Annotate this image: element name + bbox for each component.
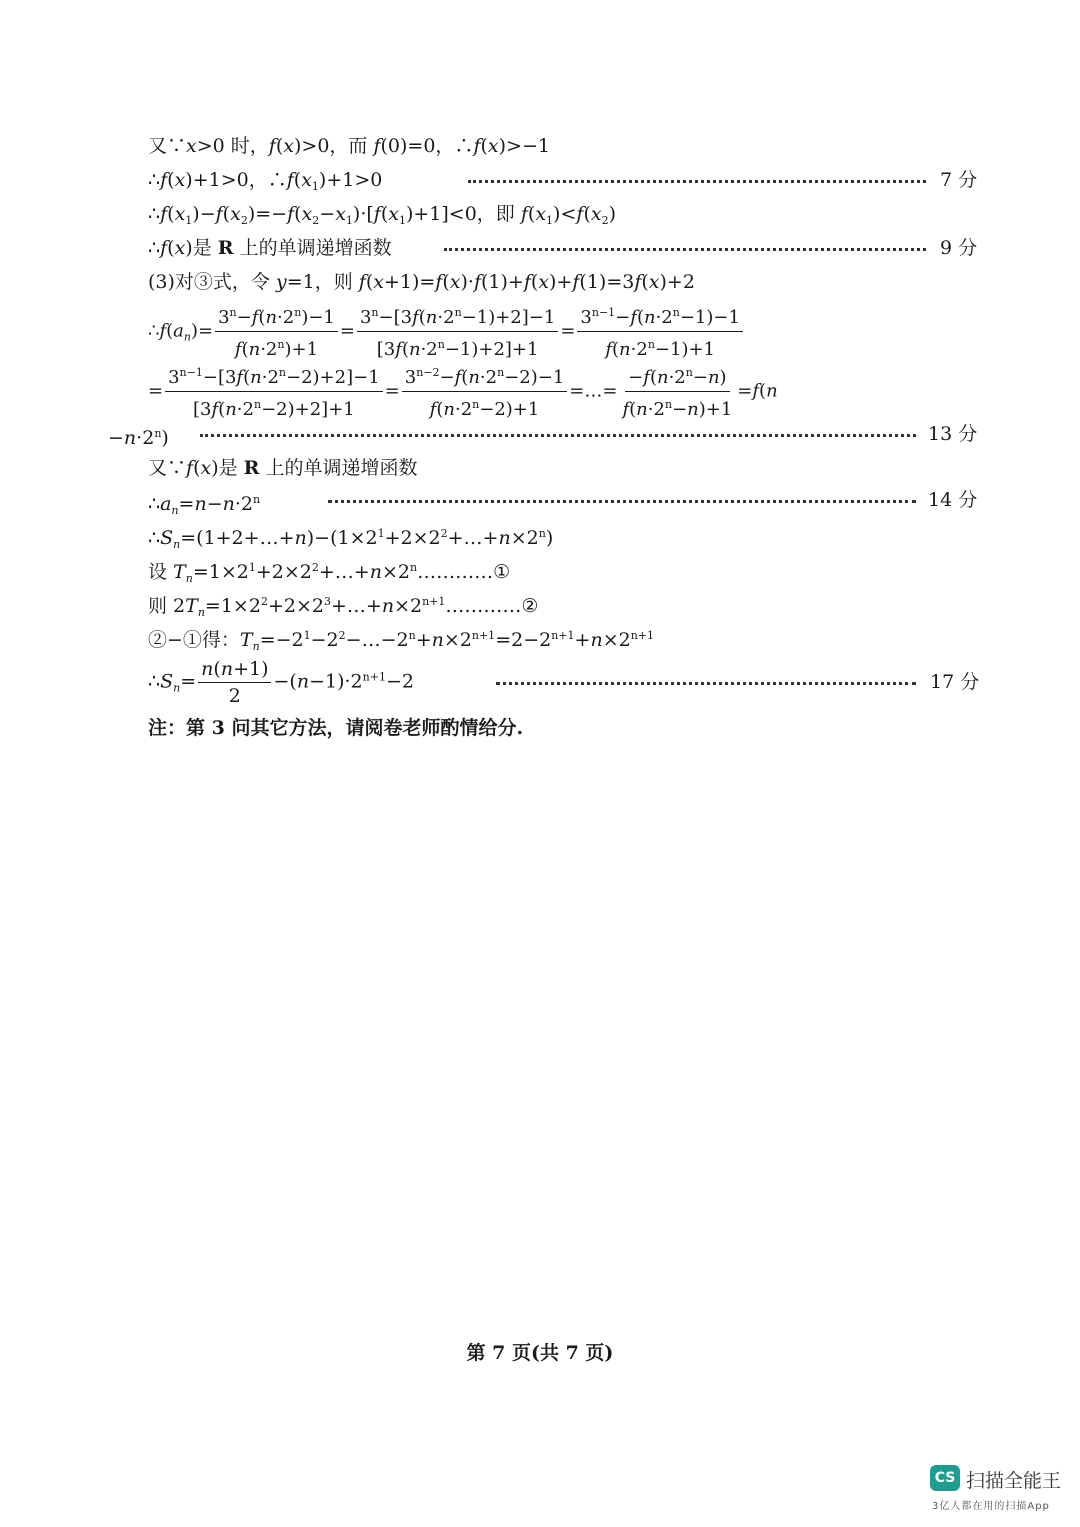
page-footer: 第 7 页(共 7 页)	[466, 1342, 614, 1364]
line-14: ②−①得：$T_n=-2^1-2^2-\dots-2^n+n\times 2^{n+1}=2-2^{n+1}+n\times 2^{n+1}$	[148, 629, 655, 653]
line-2: ∴f(x)+1>0，$\therefore f(x_1)+1>0$	[148, 169, 383, 193]
score-13: 13 分	[928, 423, 978, 445]
line-7: = $\frac{3^{n-1}-[3f(n\cdot 2^n-2)+2]-1}{[3f(n\cdot 2^n-2)+2]+1}$ = $\frac{3^{n-2}-f(n\cdot 2^n-2)-1}{f(n\cdot 2^n-2)+1}$ =…= $\frac{-f(n\cdot 2^n-n)}{f(n\cdot 2^n-n)+1}$ =f(n	[148, 362, 778, 421]
camscanner-logo-icon: CS	[930, 1465, 960, 1491]
score-14: 14 分	[928, 489, 978, 511]
score-7: 7 分	[940, 169, 978, 191]
line-12: 设 $T_n=1\times 2^1+2\times 2^2+\dots+n\times 2^n\dots\dots\dots\dots ①$	[148, 561, 511, 585]
dot-leader	[496, 682, 916, 685]
line-5: (3)对③式，令 y=1，则 f(x+1)=f(x)·f(1)+f(x)+f(1)=3f(x)+2	[148, 271, 695, 293]
dot-leader	[328, 500, 916, 503]
line-10: $\therefore a_n=n-n\cdot 2^n$	[148, 493, 261, 517]
line-8: $-n\cdot 2^n$)	[108, 427, 169, 449]
watermark-brand: 扫描全能王	[966, 1470, 1062, 1492]
line-6: $\therefore f(a_n)=$ $\frac{3^n-f(n\cdot 2^n)-1}{f(n\cdot 2^n)+1}$ = $\frac{3^n-[3f(n\cdot 2^n-1)+2]-1}{[3f(n\cdot 2^n-1)+2]+1}$ = $\frac{3^{n-1}-f(n\cdot 2^n-1)-1}{f(n\cdot 2^n-1)+1}$	[148, 302, 745, 361]
watermark-tagline: 3亿人都在用的扫描App	[932, 1501, 1050, 1512]
dot-leader	[200, 434, 916, 437]
line-15: $\therefore S_n=$ $\frac{n(n+1)}{2}$ $-(n-1)\cdot 2^{n+1}-2$	[148, 658, 414, 707]
line-13: 则 $2T_n=1\times 2^2+2\times 2^3+\dots+n\times 2^{n+1}\dots\dots\dots\dots ②$	[148, 595, 539, 619]
line-11: $\therefore S_n=(1+2+\dots+n)-(1\times 2^1+2\times 2^2+\dots+n\times 2^n)$	[148, 527, 554, 551]
score-17: 17 分	[930, 671, 980, 693]
dot-leader	[468, 180, 926, 183]
line-1: 又∵x>0 时，f(x)>0，而 f(0)=0，∴f(x)>−1	[148, 135, 550, 157]
line-3: $\therefore f(x_1)-f(x_2)=-f(x_2-x_1)\cdot[f(x_1)+1]<0$，即 $f(x_1)<f(x_2)$	[148, 203, 616, 227]
line-4: ∴f(x)是 R 上的单调递增函数	[148, 237, 392, 259]
note: 注：第 3 问其它方法，请阅卷老师酌情给分.	[148, 717, 524, 739]
score-9: 9 分	[940, 237, 978, 259]
dot-leader	[444, 248, 926, 251]
line-9: 又∵f(x)是 R 上的单调递增函数	[148, 457, 418, 479]
